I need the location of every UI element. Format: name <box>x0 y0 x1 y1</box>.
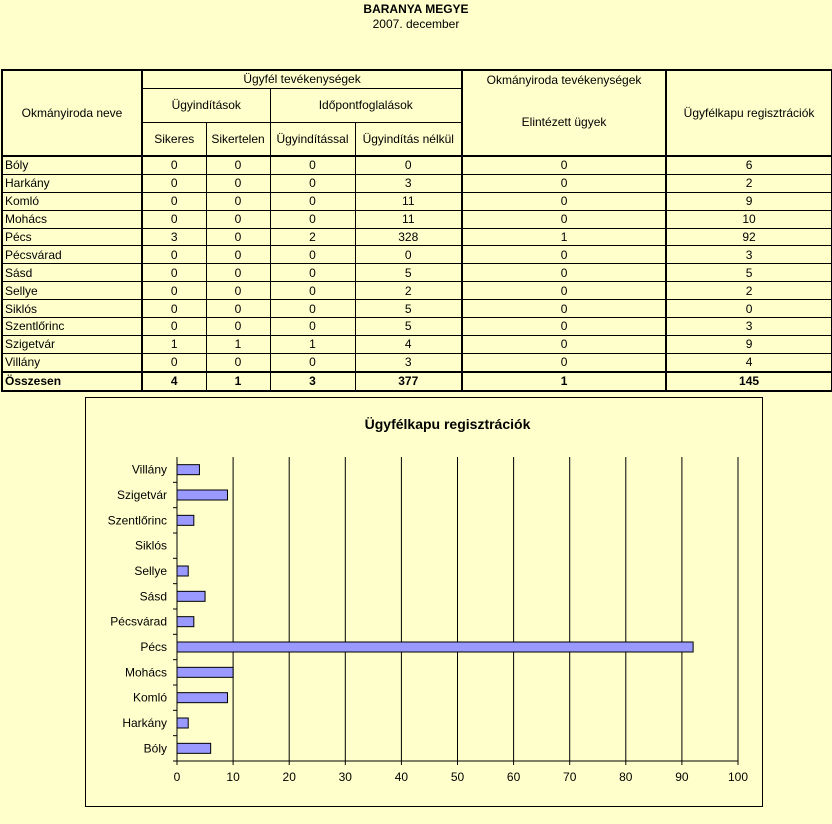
cell-without-initiation: 2 <box>355 282 462 300</box>
x-tick-label: 40 <box>394 770 409 784</box>
cell-success: 0 <box>142 318 206 336</box>
col-office-header: Okmányiroda neve <box>2 70 142 156</box>
chart-title: Ügyfélkapu regisztrációk <box>364 416 531 432</box>
cell-without-initiation: 377 <box>355 372 462 391</box>
x-tick-label: 70 <box>563 770 577 784</box>
y-category-label: Harkány <box>122 716 167 730</box>
bar <box>177 617 194 627</box>
cell-with-initiation: 1 <box>270 335 355 353</box>
cell-gate-registrations: 10 <box>666 210 832 228</box>
y-category-label: Villány <box>131 462 167 477</box>
bar <box>177 515 194 525</box>
cell-fail: 0 <box>206 282 270 300</box>
cell-with-initiation: 0 <box>270 300 355 318</box>
table-row <box>2 300 832 318</box>
page-subtitle: 2007. december <box>372 17 460 31</box>
cell-success: 0 <box>142 174 206 192</box>
page-header <box>0 2 832 32</box>
cell-fail: 0 <box>206 246 270 264</box>
y-category-label: Mohács <box>124 665 167 680</box>
bar <box>177 693 227 703</box>
cell-office-name: Harkány <box>2 174 142 192</box>
sub-completed-header: Elintézett ügyek <box>462 88 666 156</box>
cell-fail: 0 <box>206 264 270 282</box>
cell-success: 0 <box>142 282 206 300</box>
data-table <box>1 69 832 392</box>
cell-fail: 1 <box>206 372 270 391</box>
col-without-header: Ügyindítás nélkül <box>355 122 462 156</box>
cell-gate-registrations: 0 <box>666 300 832 318</box>
x-tick-label: 20 <box>282 770 296 784</box>
cell-gate-registrations: 3 <box>666 318 832 336</box>
cell-completed: 1 <box>462 372 666 391</box>
cell-completed: 0 <box>462 210 666 228</box>
bar <box>177 743 211 753</box>
cell-office-name: Pécsvárad <box>2 246 142 264</box>
cell-office-name: Szentlőrinc <box>2 318 142 336</box>
cell-with-initiation: 0 <box>270 174 355 192</box>
y-category-label: Komló <box>132 690 167 705</box>
y-category-label: Sásd <box>139 589 167 604</box>
cell-with-initiation: 0 <box>270 156 355 174</box>
cell-success: 0 <box>142 192 206 210</box>
y-category-label: Bóly <box>143 741 167 756</box>
cell-success: 4 <box>142 372 206 391</box>
cell-success: 0 <box>142 210 206 228</box>
bar <box>177 566 188 576</box>
y-category-label: Pécs <box>140 640 167 654</box>
table-body <box>2 156 832 391</box>
cell-gate-registrations: 4 <box>666 353 832 371</box>
table-row <box>2 192 832 210</box>
cell-completed: 0 <box>462 246 666 264</box>
chart-area <box>85 397 763 807</box>
col-with-header: Ügyindítással <box>270 122 355 156</box>
cell-with-initiation: 3 <box>270 372 355 391</box>
cell-fail: 0 <box>206 156 270 174</box>
total-row <box>2 372 832 391</box>
bar <box>177 490 227 500</box>
cell-completed: 1 <box>462 228 666 246</box>
cell-without-initiation: 3 <box>355 353 462 371</box>
cell-success: 1 <box>142 335 206 353</box>
x-tick-label: 60 <box>506 770 521 784</box>
cell-fail: 0 <box>206 228 270 246</box>
bar <box>177 667 233 677</box>
cell-with-initiation: 0 <box>270 264 355 282</box>
cell-completed: 0 <box>462 192 666 210</box>
cell-without-initiation: 5 <box>355 264 462 282</box>
cell-success: 3 <box>142 228 206 246</box>
x-tick-label: 0 <box>173 770 181 784</box>
cell-with-initiation: 0 <box>270 353 355 371</box>
cell-gate-registrations: 92 <box>666 228 832 246</box>
cell-fail: 0 <box>206 300 270 318</box>
page-title: BARANYA MEGYE <box>363 2 469 16</box>
group-office-header: Okmányiroda tevékenységek <box>462 70 666 88</box>
bar <box>177 465 199 475</box>
table-row <box>2 282 832 300</box>
cell-gate-registrations: 2 <box>666 282 832 300</box>
cell-completed: 0 <box>462 300 666 318</box>
cell-without-initiation: 11 <box>355 210 462 228</box>
cell-without-initiation: 3 <box>355 174 462 192</box>
cell-gate-registrations: 9 <box>666 335 832 353</box>
table-row <box>2 210 832 228</box>
cell-completed: 0 <box>462 156 666 174</box>
y-category-label: Siklós <box>134 538 167 553</box>
cell-gate-registrations: 5 <box>666 264 832 282</box>
cell-completed: 0 <box>462 264 666 282</box>
cell-fail: 1 <box>206 335 270 353</box>
x-tick-label: 50 <box>450 770 465 784</box>
sub-appointments-header: Időpontfoglalások <box>270 88 462 122</box>
table-row <box>2 174 832 192</box>
cell-fail: 0 <box>206 174 270 192</box>
cell-without-initiation: 5 <box>355 318 462 336</box>
cell-completed: 0 <box>462 318 666 336</box>
table-row <box>2 156 832 174</box>
table-row <box>2 318 832 336</box>
cell-office-name: Villány <box>2 353 142 371</box>
cell-office-name: Pécs <box>2 228 142 246</box>
x-tick-label: 30 <box>338 770 352 784</box>
table-row <box>2 264 832 282</box>
y-category-label: Szigetvár <box>116 488 167 502</box>
cell-gate-registrations: 6 <box>666 156 832 174</box>
cell-success: 0 <box>142 264 206 282</box>
y-category-label: Szentlőrinc <box>107 513 167 528</box>
cell-completed: 0 <box>462 335 666 353</box>
cell-with-initiation: 0 <box>270 318 355 336</box>
cell-fail: 0 <box>206 210 270 228</box>
cell-office-name: Mohács <box>2 210 142 228</box>
col-success-header: Sikeres <box>142 122 206 156</box>
cell-gate-registrations: 145 <box>666 372 832 391</box>
y-category-label: Pécsvárad <box>110 614 167 629</box>
cell-gate-registrations: 9 <box>666 192 832 210</box>
cell-without-initiation: 5 <box>355 300 462 318</box>
cell-with-initiation: 0 <box>270 246 355 264</box>
y-category-label: Sellye <box>134 564 167 578</box>
cell-without-initiation: 4 <box>355 335 462 353</box>
x-tick-label: 90 <box>675 770 689 784</box>
cell-with-initiation: 0 <box>270 192 355 210</box>
cell-fail: 0 <box>206 318 270 336</box>
sub-initiations-header: Ügyindítások <box>142 88 270 122</box>
bar <box>177 591 205 601</box>
cell-completed: 0 <box>462 353 666 371</box>
cell-office-name: Bóly <box>2 156 142 174</box>
cell-without-initiation: 0 <box>355 246 462 264</box>
x-tick-label: 100 <box>727 770 749 784</box>
col-gate-header: Ügyfélkapu regisztrációk <box>666 70 832 156</box>
table-row <box>2 228 832 246</box>
cell-without-initiation: 0 <box>355 156 462 174</box>
table-row <box>2 335 832 353</box>
cell-office-name: Sásd <box>2 264 142 282</box>
cell-completed: 0 <box>462 174 666 192</box>
cell-office-name: Szigetvár <box>2 335 142 353</box>
x-tick-label: 10 <box>226 770 240 784</box>
bar <box>177 718 188 728</box>
cell-with-initiation: 0 <box>270 282 355 300</box>
cell-office-name: Komló <box>2 192 142 210</box>
table-row <box>2 353 832 371</box>
cell-fail: 0 <box>206 192 270 210</box>
cell-office-name: Összesen <box>2 372 142 391</box>
cell-success: 0 <box>142 353 206 371</box>
bar-chart <box>86 398 762 806</box>
group-client-header: Ügyfél tevékenységek <box>142 70 462 88</box>
col-fail-header: Sikertelen <box>206 122 270 156</box>
cell-gate-registrations: 2 <box>666 174 832 192</box>
cell-success: 0 <box>142 246 206 264</box>
cell-fail: 0 <box>206 353 270 371</box>
cell-without-initiation: 11 <box>355 192 462 210</box>
cell-without-initiation: 328 <box>355 228 462 246</box>
cell-gate-registrations: 3 <box>666 246 832 264</box>
cell-with-initiation: 0 <box>270 210 355 228</box>
cell-completed: 0 <box>462 282 666 300</box>
cell-success: 0 <box>142 156 206 174</box>
cell-success: 0 <box>142 300 206 318</box>
bar <box>177 642 693 652</box>
cell-office-name: Siklós <box>2 300 142 318</box>
x-tick-label: 80 <box>619 770 633 784</box>
cell-office-name: Sellye <box>2 282 142 300</box>
table-row <box>2 246 832 264</box>
cell-with-initiation: 2 <box>270 228 355 246</box>
